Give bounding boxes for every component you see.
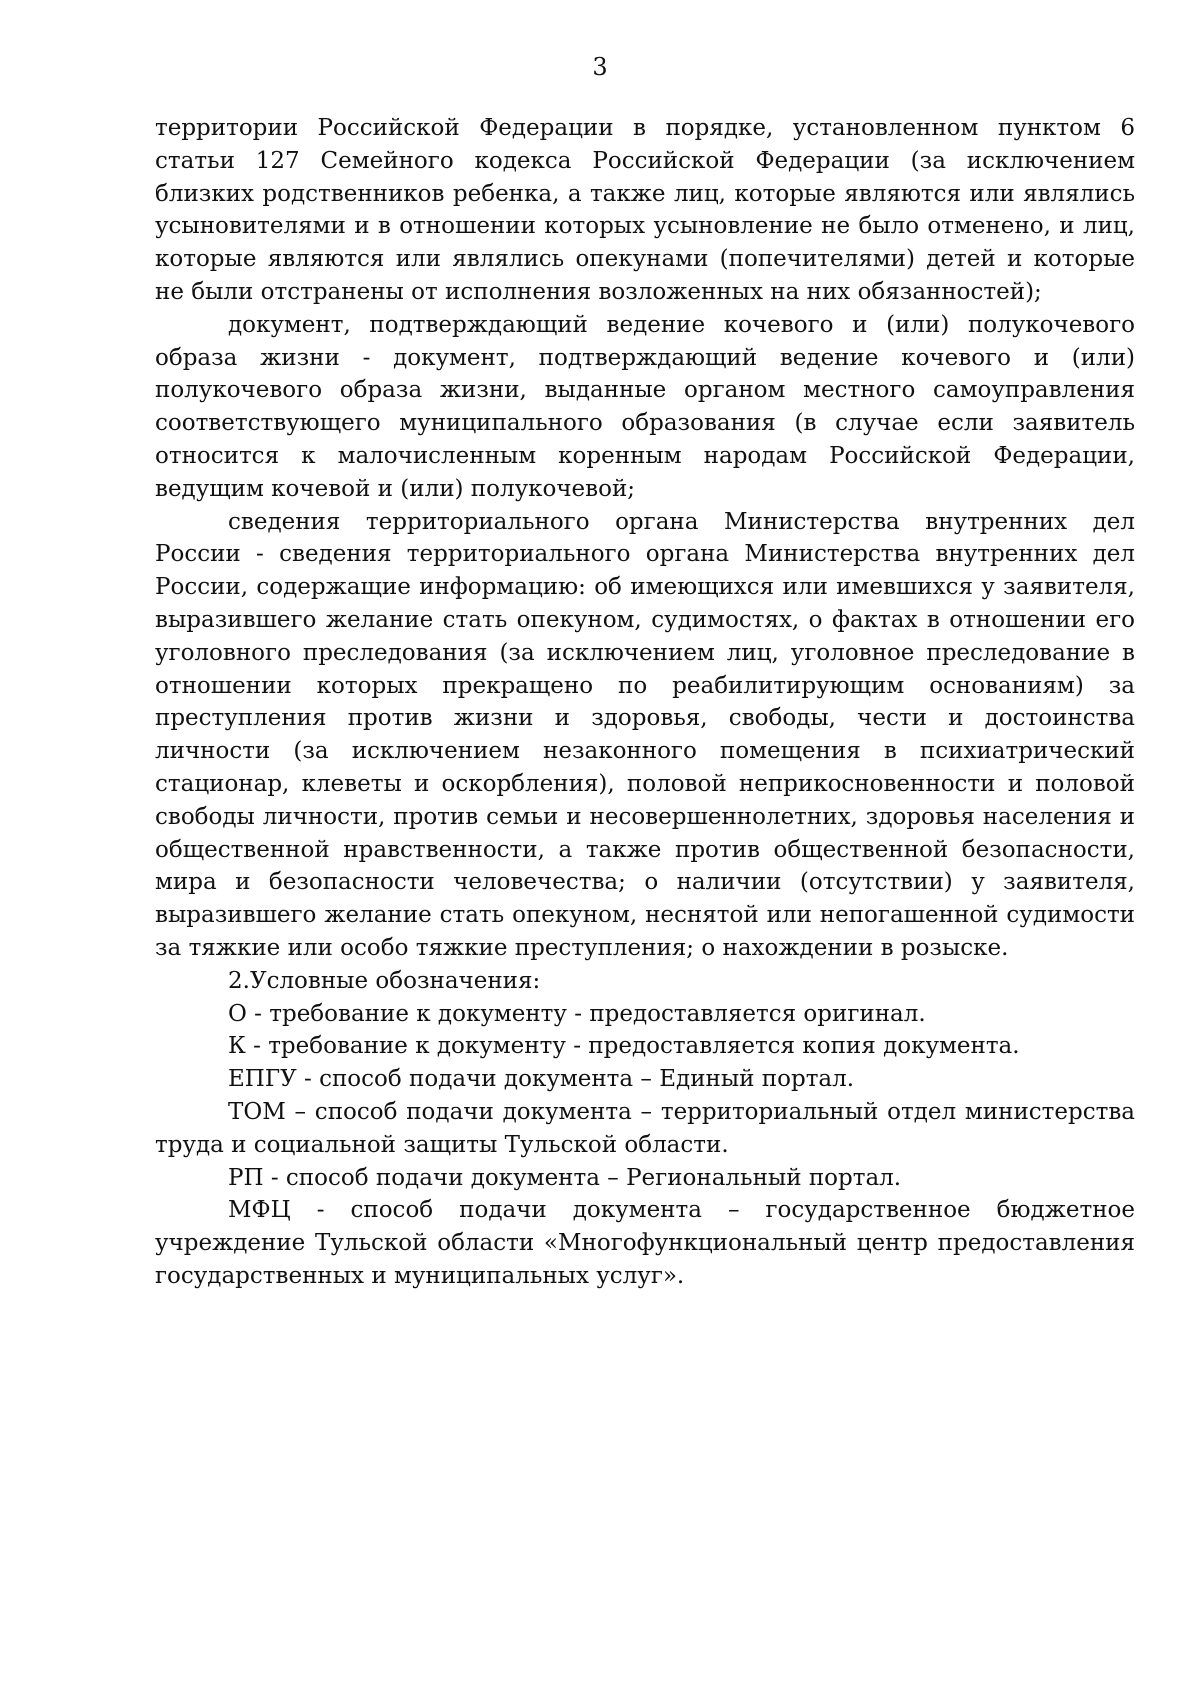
paragraph-continuation: территории Российской Федерации в порядке, установленном пунктом 6 статьи 127 Семейного кодекса Российской Федерации (за исключением близких родственников ребенка, а также лиц, которые являются или являлись усыновителями и в отношении которых усыновление не было отменено, и лиц, которые являются или являлись опекунами (попечителями) детей и которые не были отстранены от исполнения возложенных на них обязанностей); bbox=[155, 115, 1135, 305]
paragraph-nomadic-lifestyle-document: документ, подтверждающий ведение кочевого и (или) полукочевого образа жизни - документ, подтверждающий ведение кочевого и (или) полукочевого образа жизни, выданные органом местного самоуправления соответствующего муниципального образования (в случае если заявитель относится к малочисленным коренным народам Российской Федерации, ведущим кочевой и (или) полукочевой; bbox=[155, 311, 1135, 502]
paragraph-interior-ministry-information: сведения территориального органа Министерства внутренних дел России - сведения территориального органа Министерства внутренних дел России, содержащие информацию: об имеющихся или имевшихся у заявителя, выразившего желание стать опекуном, судимостях, о фактах в отношении его уголовного преследования (за исключением лиц, уголовное преследование в отношении которых прекращено по реабилитирующим основаниям) за преступления против жизни и здоровья, свободы, чести и достоинства личности (за исключением незаконного помещения в психиатрический стационар, клеветы и оскорбления), половой неприкосновенности и половой свободы личности, против семьи и несовершеннолетних, здоровья населения и общественной нравственности, а также против общественной безопасности, мира и безопасности человечества; о наличии (отсутствии) у заявителя, выразившего желание стать опекуном, неснятой или непогашенной судимости за тяжкие или особо тяжкие преступления; о нахождении в розыске. bbox=[155, 508, 1135, 961]
legend-item-tom: ТОМ – способ подачи документа – территориальный отдел министерства труда и социальной защиты Тульской области. bbox=[155, 1098, 1135, 1158]
legend-heading: 2.Условные обозначения: bbox=[228, 967, 541, 994]
document-body bbox=[155, 112, 1135, 1293]
page-number: 3 bbox=[592, 53, 608, 81]
legend-item-rp: РП - способ подачи документа – Региональный портал. bbox=[228, 1164, 902, 1191]
legend-item-original: О - требование к документу - предоставляется оригинал. bbox=[228, 1000, 926, 1027]
legend-item-epgu: ЕПГУ - способ подачи документа – Единый портал. bbox=[228, 1066, 855, 1093]
legend-item-mfc: МФЦ - способ подачи документа – государственное бюджетное учреждение Тульской области «Многофункциональный центр предоставления государственных и муниципальных услуг». bbox=[155, 1197, 1135, 1289]
legend-item-copy: К - требование к документу - предоставляется копия документа. bbox=[228, 1033, 1020, 1060]
